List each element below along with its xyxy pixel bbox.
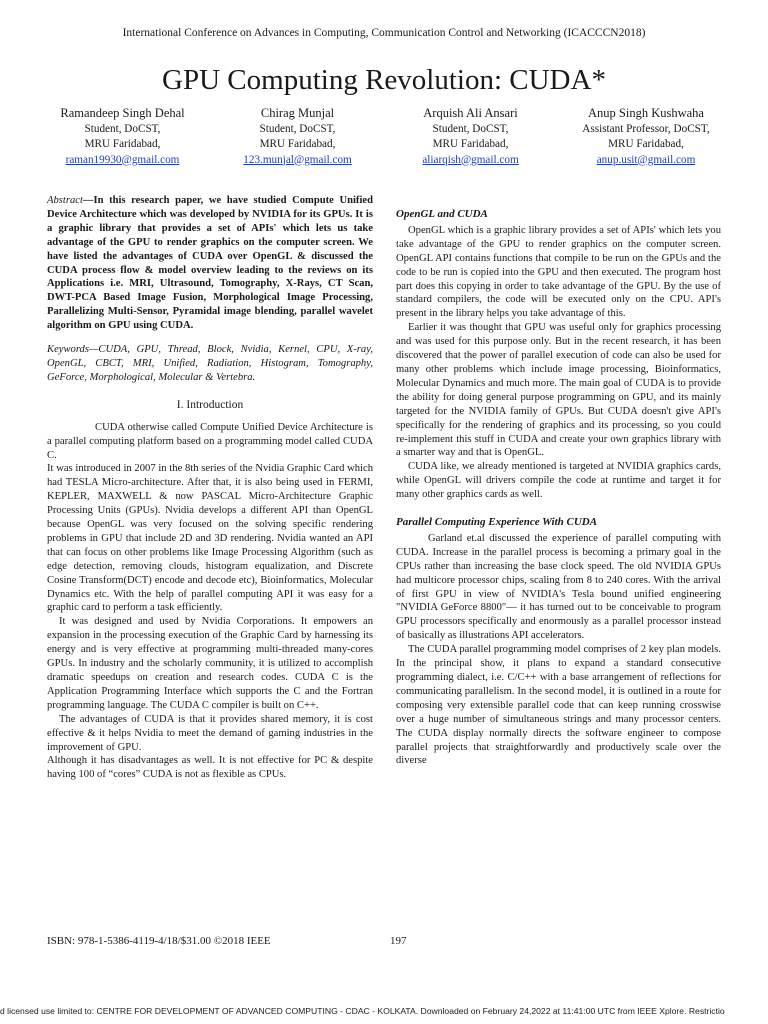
parallel-paragraph: Garland et.al discussed the experience of parallel computing with CUDA. Increase in the parallel process is becoming a primary goal in the CPUs rather than increasing the base clock speed. The old NVIDIA GPUs had multicore processor chips, scaling from 8 to 240 cores. With the arrival of first GPU in view of NVIDIA's Tesla bound unified engineering "NVIDIA GeForce 8800"— it has turned out to be conceivable to program GPU processors specifically and enormously as a parallel processor instead of basically as illustrations API accelerators.	[396, 532, 721, 642]
license-notice: d licensed use limited to: CENTRE FOR DEVELOPMENT OF ADVANCED COMPUTING - CDAC - KOLKATA. Downloaded on February 24,2022 at 11:41:00 UTC from IEEE Xplore. Restrictio	[0, 1006, 725, 1016]
opengl-paragraph: Earlier it was thought that GPU was useful only for graphics processing and was used for this purpose only. But in the recent research, it has been discovered that the power of parallel execution of code can also be used for many other problems which include image processing, Bioinformatics, Molecular Dynamics and much more. The main goal of CUDA is to provide the ability for doing general purpose programming on GPU, and its mainly targeted for the NVIDIA family of GPUs. But CUDA doesn't give API's specifically for the rendering of graphics and its processing, so you could re-implement this stuff in CUDA and create your own graphics library with a smarter way and that is OpenGL.	[396, 322, 721, 459]
author-name: Ramandeep Singh Dehal	[60, 106, 185, 120]
conference-header: International Conference on Advances in Computing, Communication Control and Networking (ICACCCN2018)	[122, 27, 646, 39]
author-role: Student, DoCST,	[432, 122, 509, 135]
opengl-paragraph: CUDA like, we already mentioned is targeted at NVIDIA graphics cards, while OpenGL will drivers compile the code at runtime and target it for many other graphics cards as well.	[396, 461, 721, 501]
section-heading-opengl: OpenGL and CUDA	[396, 208, 488, 220]
abstract-label: Abstract	[47, 195, 83, 206]
author-role: Assistant Professor, DoCST,	[582, 122, 710, 135]
author-email-link[interactable]: 123.munjal@gmail.com	[243, 153, 352, 166]
intro-paragraph: Although it has disadvantages as well. It is not effective for PC & despite having 100 of “cores” CUDA is not as flexible as CPUs.	[47, 755, 373, 781]
section-heading-parallel: Parallel Computing Experience With CUDA	[396, 516, 598, 529]
author-affiliation: MRU Faridabad,	[84, 138, 161, 150]
opengl-paragraph: OpenGL which is a graphic library provides a set of APIs' which lets you take advantage of the GPU to render graphics on the computer screen. OpenGL API contains functions that compile to be run on the GPUs and the code to be run is copied into the GPU and then executed. The program host part does this copying in order to take advantage of the GPU. By the use of standard compilers, the code will be executed only on the CPU. API's present in the library helps you take advantage of this.	[396, 224, 721, 320]
paper-title: GPU Computing Revolution: CUDA*	[162, 64, 606, 96]
left-column	[47, 194, 373, 782]
author-affiliation: MRU Faridabad,	[259, 138, 336, 150]
intro-paragraph: The advantages of CUDA is that it provides shared memory, it is cost effective & it helps Nvidia to meet the demand of gaming industries in the improvement of GPU.	[47, 713, 373, 753]
author-affiliation: MRU Faridabad,	[608, 138, 684, 150]
author-name: Arquish Ali Ansari	[423, 106, 518, 120]
author-block	[556, 106, 736, 168]
author-role: Student, DoCST,	[84, 122, 161, 135]
author-affiliation: MRU Faridabad,	[432, 138, 509, 150]
author-block	[215, 106, 380, 168]
intro-paragraph: It was designed and used by Nvidia Corporations. It empowers an expansion in the processing execution of the Graphic Card by harnessing its energy and is very effective at programming multi-threaded many-cores GPUs. In industry and the scholarly community, it is utilized to accomplish dramatic speedups on creation and research codes. CUDA C is the Application Programming Interface which supports the C and the Fortran programming language. The CUDA C compiler is built on C++.	[47, 616, 373, 711]
author-block	[40, 106, 205, 168]
right-column	[396, 208, 721, 768]
section-heading-introduction: I. Introduction	[176, 398, 244, 411]
intro-paragraph: It was introduced in 2007 in the 8th series of the Nvidia Graphic Card which had TESLA Micro-architecture. After that, it is also being used in FERMI, KEPLER, MAXWELL & now PASCAL Micro-Architecture Graphic Processing Units (GPUs). Nvidia develops a different API than OpenGL because OpenGL was very focused on the solving specific rendering problems in GPU that include 2D and 3D rendering. Nvidia wanted an API that can focus on other problems like Image Processing Algorithm (such as edge detection, removing clouds, histogram equalization, and Discrete Cosine Transform(DCT) encode and decode etc), Bioinformatics, Molecular Dynamics etc. With the help of parallel computing API it was easy for a graphic card to perform a task efficiently.	[47, 463, 373, 614]
parallel-paragraph: The CUDA parallel programming model comprises of 2 key plan models. In the principal show, it plans to expand a standard consecutive programming dialect, i.e. C/C++ with a base arrangement of reflections for communicating parallelism. In the second model, it is outlined in a route for composing very extensible parallel code that can keep running crosswise over a huge number of simultaneous strings and many processor centers. The CUDA display normally directs the software engineer to compose parallel projects that straightforwardly and productively scale over the diverse	[396, 644, 721, 767]
author-name: Anup Singh Kushwaha	[588, 106, 704, 120]
abstract	[47, 194, 373, 333]
author-role: Student, DoCST,	[259, 122, 336, 135]
intro-paragraph: CUDA otherwise called Compute Unified Device Architecture is a parallel computing platform based on a programming model called CUDA C.	[47, 421, 373, 461]
author-email-link[interactable]: raman19930@gmail.com	[65, 153, 180, 166]
page-number: 197	[390, 935, 407, 947]
isbn-footer: ISBN: 978-1-5386-4119-4/18/$31.00 ©2018 IEEE	[47, 935, 271, 947]
author-block	[388, 106, 553, 168]
author-email-link[interactable]: aliarqish@gmail.com	[422, 153, 519, 166]
author-email-link[interactable]: anup.usit@gmail.com	[596, 153, 696, 166]
author-name: Chirag Munjal	[260, 106, 335, 120]
keywords: Keywords—CUDA, GPU, Thread, Block, Nvidia, Kernel, CPU, X-ray, OpenGL, CBCT, MRI, Unified, Radiation, Histogram, Tomography, GeForce, Morphological, Molecular & Vertebra.	[47, 344, 373, 383]
abstract-text: —In this research paper, we have studied Compute Unified Device Architecture which was developed by NVIDIA for its GPUs. It is a graphic library that provides a set of APIs' which lets us take advantage of the GPU to render graphics on the computer screen. We have listed the advantages of CUDA over OpenGL & discussed the CUDA process flow & model overview leading to the reviews on its Applications i.e. MRI, Ultrasound, Tomography, X-Rays, CT Scan, DWT-PCA Based Image Fusion, Morphological Image Processing, Parallelizing Multi-Sensor, Pyramidal image blending, parallel wavelet algorithm on GPU using CUDA.	[47, 195, 373, 332]
